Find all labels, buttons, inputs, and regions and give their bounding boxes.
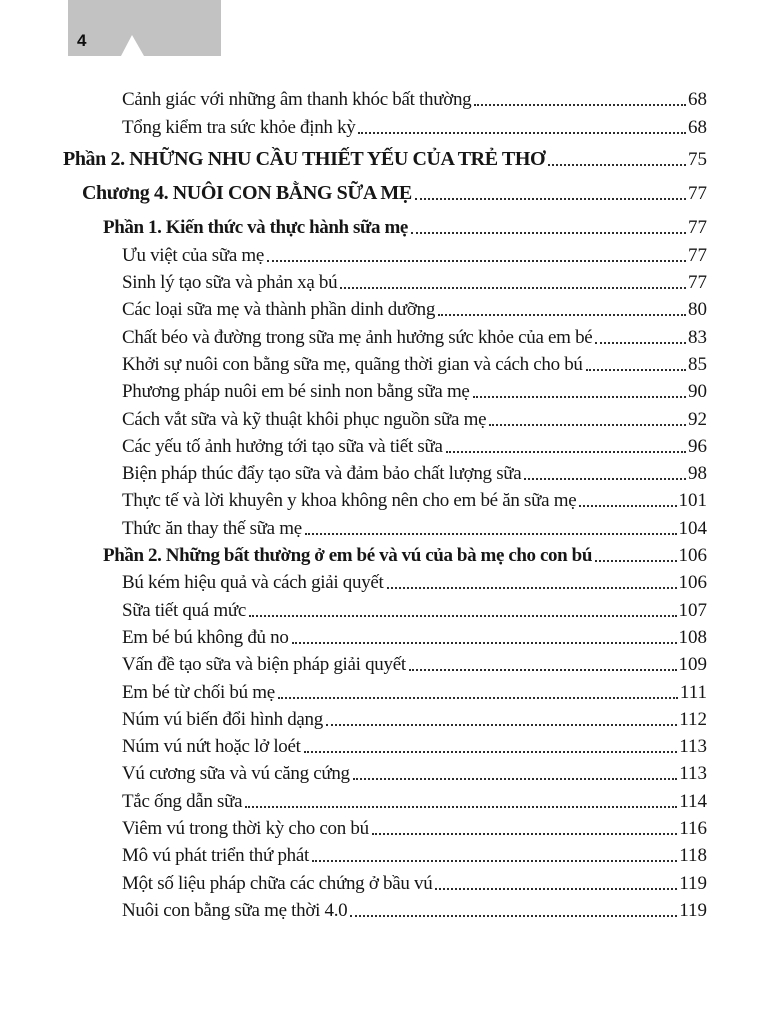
toc-entry-page: 85	[688, 353, 707, 375]
toc-entry-item	[0, 485, 707, 512]
toc-entry-page: 77	[688, 183, 707, 205]
toc-entry-page: 119	[679, 872, 707, 894]
toc-entry-item	[0, 840, 707, 867]
toc-entry-section	[0, 540, 707, 567]
toc-entry-item	[0, 567, 707, 594]
toc-entry-item	[0, 785, 707, 812]
page-header-tab	[68, 0, 221, 56]
toc-entry-page: 106	[678, 545, 707, 567]
toc-entry-item	[0, 622, 707, 649]
toc-entry-title: Núm vú nứt hoặc lở loét	[122, 736, 301, 758]
dotted-leader	[353, 778, 677, 780]
dotted-leader	[372, 833, 677, 835]
toc-entry-page: 101	[678, 490, 707, 512]
toc-entry-page: 75	[688, 148, 707, 170]
toc-entry-title: Viêm vú trong thời kỳ cho con bú	[122, 818, 369, 840]
dotted-leader	[435, 888, 677, 890]
toc-entry-page: 119	[679, 899, 707, 921]
toc-entry-title: Vấn đề tạo sữa và biện pháp giải quyết	[122, 654, 406, 676]
dotted-leader	[446, 451, 686, 453]
toc-entry-title: Phương pháp nuôi em bé sinh non bằng sữa mẹ	[122, 381, 470, 403]
toc-entry-title: Một số liệu pháp chữa các chứng ở bầu vú	[122, 872, 433, 894]
toc-entry-item	[0, 895, 707, 922]
toc-entry-item	[0, 704, 707, 731]
toc-entry-title: Các loại sữa mẹ và thành phần dinh dưỡng	[122, 299, 436, 321]
toc-entry-page: 106	[678, 572, 707, 594]
dotted-leader	[579, 505, 676, 507]
toc-entry-page: 118	[679, 845, 707, 867]
toc-entry-title: Chất béo và đường trong sữa mẹ ảnh hưởng sức khỏe của em bé	[122, 326, 593, 348]
toc-entry-title: Em bé từ chối bú mẹ	[122, 681, 275, 703]
toc-entry-title: Thực tế và lời khuyên y khoa không nên cho em bé ăn sữa mẹ	[122, 490, 577, 512]
toc-entry-title: Các yếu tố ảnh hưởng tới tạo sữa và tiết sữa	[122, 435, 443, 457]
dotted-leader	[350, 915, 677, 917]
toc-entry-page: 80	[688, 299, 707, 321]
toc-entry-title: Ưu việt của sữa mẹ	[122, 244, 265, 266]
toc-entry-item	[0, 321, 707, 348]
dotted-leader	[595, 342, 686, 344]
dotted-leader	[340, 287, 686, 289]
toc-entry-page: 77	[688, 217, 707, 239]
toc-entry-title: Chương 4. NUÔI CON BẰNG SỮA MẸ	[82, 182, 412, 205]
toc-entry-page: 111	[679, 681, 707, 703]
dotted-leader	[415, 198, 686, 200]
dotted-leader	[249, 615, 677, 617]
toc-entry-page: 108	[678, 626, 707, 648]
dotted-leader	[267, 260, 686, 262]
toc-entry-title: Cách vắt sữa và kỹ thuật khôi phục nguồn sữa mẹ	[122, 408, 487, 430]
dotted-leader	[489, 424, 686, 426]
toc-entry-title: Phần 2. Những bất thường ở em bé và vú của bà mẹ cho con bú	[103, 545, 592, 567]
toc-entry-title: Cảnh giác với những âm thanh khóc bất thường	[122, 89, 472, 111]
toc-entry-item	[0, 458, 707, 485]
toc-entry-title: Sinh lý tạo sữa và phản xạ bú	[122, 272, 338, 294]
toc-entry-item	[0, 676, 707, 703]
toc-entry-chapter	[0, 178, 707, 205]
toc-entry-item	[0, 594, 707, 621]
toc-entry-page: 96	[688, 435, 707, 457]
toc-entry-title: Mô vú phát triển thứ phát	[122, 845, 309, 867]
toc-entry-item	[0, 731, 707, 758]
dotted-leader	[312, 860, 677, 862]
toc-entry-title: Thức ăn thay thế sữa mẹ	[122, 517, 302, 539]
toc-entry-item	[0, 867, 707, 894]
toc-entry-page: 68	[688, 89, 707, 111]
toc-entry-title: Tổng kiểm tra sức khỏe định kỳ	[122, 116, 356, 138]
table-of-contents	[0, 84, 707, 922]
toc-entry-page: 83	[688, 326, 707, 348]
dotted-leader	[586, 369, 686, 371]
toc-entry-item	[0, 813, 707, 840]
toc-entry-section	[0, 212, 707, 239]
dotted-leader	[548, 164, 686, 166]
toc-entry-page: 77	[688, 244, 707, 266]
toc-entry-item	[0, 111, 707, 138]
toc-entry-item	[0, 239, 707, 266]
toc-entry-item	[0, 349, 707, 376]
dotted-leader	[326, 724, 677, 726]
toc-entry-item	[0, 294, 707, 321]
toc-entry-title: Vú cương sữa và vú căng cứng	[122, 763, 350, 785]
toc-entry-part	[0, 144, 707, 171]
dotted-leader	[474, 104, 686, 106]
dotted-leader	[278, 697, 678, 699]
dotted-leader	[524, 478, 686, 480]
toc-entry-title: Bú kém hiệu quả và cách giải quyết	[122, 572, 384, 594]
header-notch-triangle	[121, 35, 144, 56]
toc-entry-item	[0, 403, 707, 430]
toc-entry-title: Phần 1. Kiến thức và thực hành sữa mẹ	[103, 217, 408, 239]
toc-entry-item	[0, 649, 707, 676]
dotted-leader	[438, 314, 686, 316]
toc-entry-title: Em bé bú không đủ no	[122, 626, 289, 648]
dotted-leader	[305, 533, 677, 535]
dotted-leader	[245, 806, 677, 808]
dotted-leader	[473, 396, 686, 398]
dotted-leader	[387, 587, 677, 589]
toc-entry-page: 77	[688, 272, 707, 294]
toc-entry-item	[0, 758, 707, 785]
toc-entry-page: 104	[678, 517, 707, 539]
page-number: 4	[77, 31, 87, 50]
toc-entry-title: Tắc ống dẫn sữa	[122, 790, 243, 812]
toc-entry-page: 92	[688, 408, 707, 430]
toc-entry-page: 107	[678, 599, 707, 621]
toc-entry-page: 90	[688, 381, 707, 403]
toc-entry-page: 109	[678, 654, 707, 676]
toc-entry-title: Núm vú biến đổi hình dạng	[122, 708, 323, 730]
toc-entry-item	[0, 512, 707, 539]
dotted-leader	[304, 751, 678, 753]
dotted-leader	[292, 642, 677, 644]
dotted-leader	[411, 232, 686, 234]
dotted-leader	[595, 560, 677, 562]
toc-entry-page: 116	[679, 818, 707, 840]
toc-entry-page: 113	[679, 736, 707, 758]
toc-entry-title: Khởi sự nuôi con bằng sữa mẹ, quãng thời gian và cách cho bú	[122, 353, 583, 375]
toc-entry-page: 114	[679, 790, 707, 812]
toc-entry-title: Phần 2. NHỮNG NHU CẦU THIẾT YẾU CỦA TRẺ THƠ	[63, 147, 546, 170]
toc-entry-page: 98	[688, 463, 707, 485]
toc-entry-item	[0, 84, 707, 111]
toc-entry-page: 113	[679, 763, 707, 785]
dotted-leader	[409, 669, 677, 671]
toc-entry-item	[0, 267, 707, 294]
toc-entry-page: 68	[688, 116, 707, 138]
toc-entry-item	[0, 431, 707, 458]
toc-entry-title: Sữa tiết quá mức	[122, 599, 246, 621]
toc-entry-title: Nuôi con bằng sữa mẹ thời 4.0	[122, 899, 348, 921]
toc-entry-item	[0, 376, 707, 403]
dotted-leader	[358, 132, 686, 134]
toc-entry-page: 112	[679, 708, 707, 730]
toc-entry-title: Biện pháp thúc đẩy tạo sữa và đảm bảo chất lượng sữa	[122, 463, 522, 485]
